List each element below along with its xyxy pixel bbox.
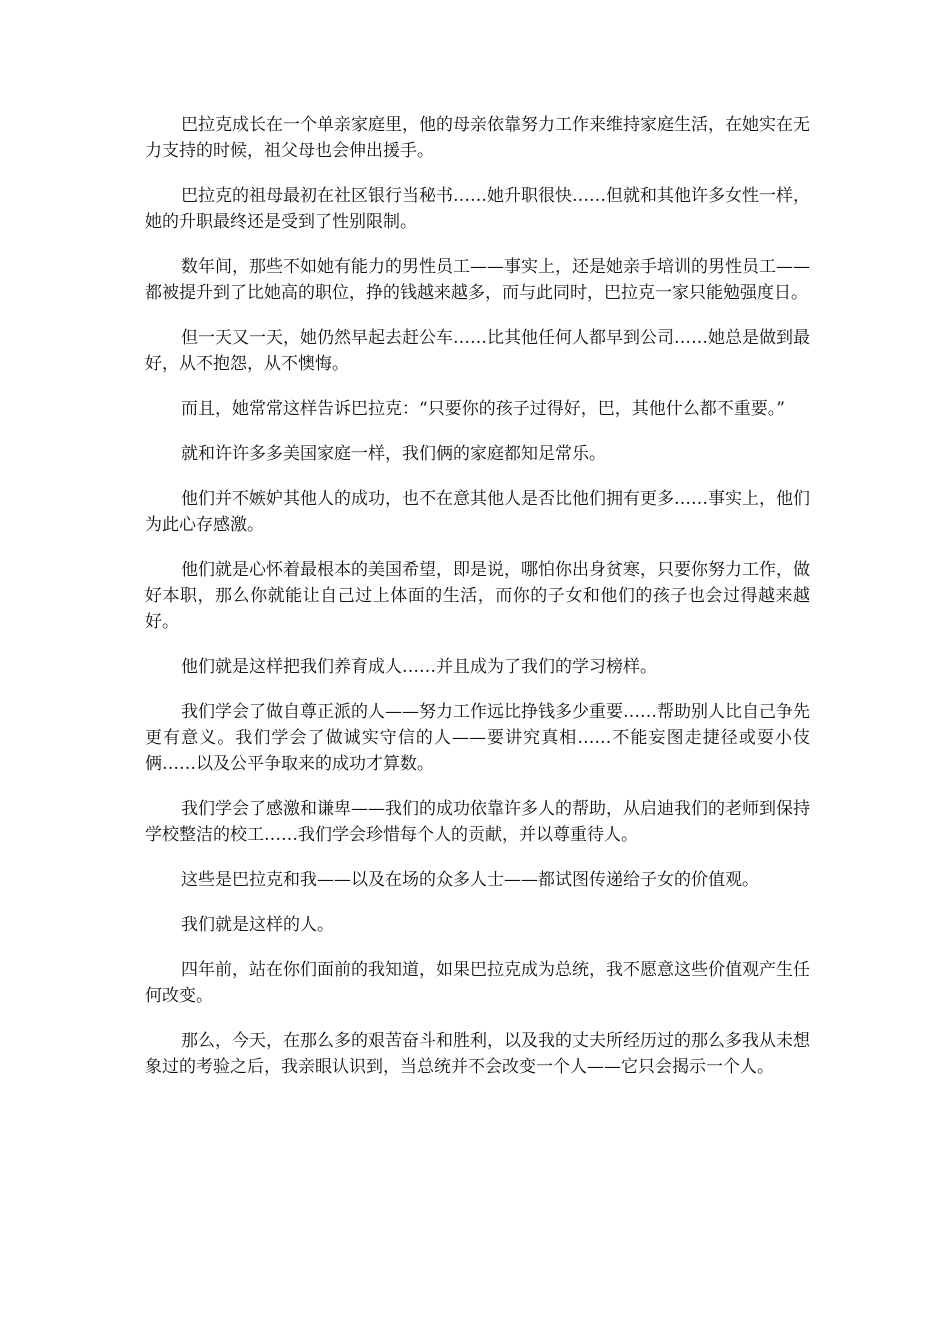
paragraph: 他们并不嫉妒其他人的成功，也不在意其他人是否比他们拥有更多……事实上，他们为此心存感激。 [145, 489, 810, 535]
paragraph: 四年前，站在你们面前的我知道，如果巴拉克成为总统，我不愿意这些价值观产生任何改变。 [145, 960, 810, 1006]
paragraph: 数年间，那些不如她有能力的男性员工——事实上，还是她亲手培训的男性员工——都被提升到了比她高的职位，挣的钱越来越多，而与此同时，巴拉克一家只能勉强度日。 [145, 257, 810, 303]
paragraph: 就和许许多多美国家庭一样，我们俩的家庭都知足常乐。 [181, 444, 606, 464]
paragraph: 我们学会了感激和谦卑——我们的成功依靠许多人的帮助，从启迪我们的老师到保持学校整洁的校工……我们学会珍惜每个人的贡献，并以尊重待人。 [145, 799, 810, 845]
paragraph: 他们就是心怀着最根本的美国希望，即是说，哪怕你出身贫寒，只要你努力工作，做好本职，那么你就能让自己过上体面的生活，而你的子女和他们的孩子也会过得越来越好。 [145, 560, 810, 632]
paragraph: 这些是巴拉克和我——以及在场的众多人士——都试图传递给子女的价值观。 [181, 870, 759, 890]
paragraph: 他们就是这样把我们养育成人……并且成为了我们的学习榜样。 [181, 657, 657, 677]
paragraph: 但一天又一天，她仍然早起去赶公车……比其他任何人都早到公司……她总是做到最好，从不抱怨，从不懊悔。 [145, 328, 810, 374]
paragraph: 巴拉克的祖母最初在社区银行当秘书……她升职很快……但就和其他许多女性一样，她的升职最终还是受到了性别限制。 [145, 186, 810, 232]
paragraph: 巴拉克成长在一个单亲家庭里，他的母亲依靠努力工作来维持家庭生活，在她实在无力支持的时候，祖父母也会伸出援手。 [145, 115, 810, 161]
paragraph: 我们就是这样的人。 [181, 915, 334, 935]
paragraph: 而且，她常常这样告诉巴拉克：“只要你的孩子过得好，巴，其他什么都不重要。” [181, 399, 785, 419]
paragraph: 那么，今天，在那么多的艰苦奋斗和胜利，以及我的丈夫所经历过的那么多我从未想象过的考验之后，我亲眼认识到，当总统并不会改变一个人——它只会揭示一个人。 [145, 1031, 810, 1077]
paragraph: 我们学会了做自尊正派的人——努力工作远比挣钱多少重要……帮助别人比自己争先更有意义。我们学会了做诚实守信的人——要讲究真相……不能妄图走捷径或耍小伎俩……以及公平争取来的成功才算数。 [145, 702, 810, 774]
document-body [145, 112, 810, 1099]
